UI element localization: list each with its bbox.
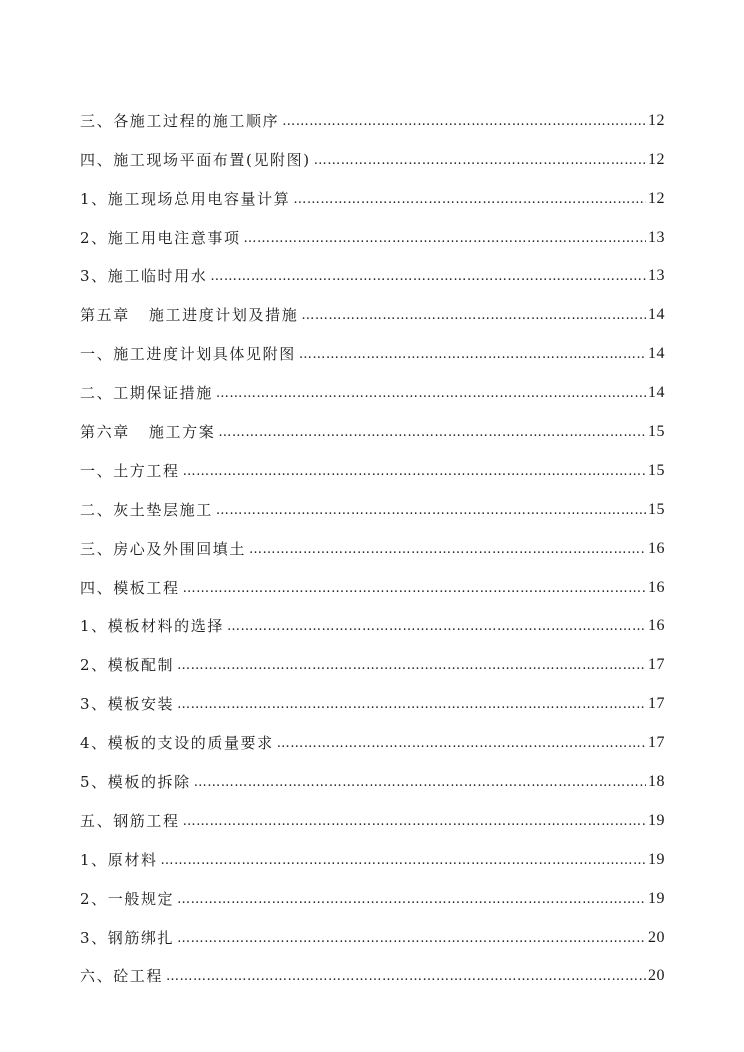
toc-dot-leader (282, 115, 646, 128)
toc-entry[interactable] (80, 207, 665, 246)
toc-entry-title: 第六章 施工方案 (80, 423, 216, 442)
toc-entry[interactable] (80, 907, 665, 946)
toc-entry-title: 4、模板的支设的质量要求 (80, 734, 274, 753)
toc-dot-leader (183, 582, 646, 595)
toc-entry-title: 二、工期保证措施 (80, 384, 213, 403)
toc-entry-page: 16 (648, 539, 665, 557)
toc-entry-title: 3、施工临时用水 (80, 267, 208, 286)
toc-dot-leader (166, 970, 646, 983)
toc-dot-leader (299, 348, 646, 361)
toc-chapter-entry[interactable] (80, 401, 665, 440)
toc-entry-title: 第五章 施工进度计划及措施 (80, 306, 299, 325)
toc-entry-page: 13 (648, 267, 665, 285)
toc-entry-page: 13 (648, 228, 665, 246)
toc-entry-title: 五、钢筋工程 (80, 811, 180, 830)
toc-entry[interactable] (80, 946, 665, 985)
toc-entry-page: 15 (648, 423, 665, 441)
toc-dot-leader (277, 737, 646, 750)
toc-entry-page: 17 (648, 656, 665, 674)
toc-entry[interactable] (80, 323, 665, 362)
toc-entry[interactable] (80, 673, 665, 712)
toc-entry[interactable] (80, 634, 665, 673)
toc-entry[interactable] (80, 790, 665, 829)
toc-entry-title: 2、模板配制 (80, 656, 175, 675)
toc-dot-leader (249, 543, 646, 556)
toc-entry-page: 12 (648, 150, 665, 168)
toc-entry[interactable] (80, 829, 665, 868)
toc-entry-page: 20 (648, 967, 665, 985)
toc-dot-leader (177, 659, 646, 672)
toc-dot-leader (210, 270, 646, 283)
toc-entry[interactable] (80, 440, 665, 479)
toc-entry-title: 四、模板工程 (80, 578, 180, 597)
toc-dot-leader (301, 309, 646, 322)
toc-entry[interactable] (80, 868, 665, 907)
toc-entry-title: 5、模板的拆除 (80, 773, 191, 792)
toc-dot-leader (216, 504, 646, 517)
toc-dot-leader (293, 193, 646, 206)
toc-entry-page: 15 (648, 461, 665, 479)
toc-entry[interactable] (80, 712, 665, 751)
toc-entry-page: 16 (648, 578, 665, 596)
toc-dot-leader (244, 232, 646, 245)
toc-entry-page: 18 (648, 773, 665, 791)
toc-entry-title: 1、模板材料的选择 (80, 617, 224, 636)
toc-entry-title: 2、一般规定 (80, 889, 175, 908)
toc-dot-leader (216, 387, 646, 400)
toc-dot-leader (183, 465, 646, 478)
toc-entry[interactable] (80, 129, 665, 168)
toc-entry-title: 2、施工用电注意事项 (80, 228, 241, 247)
toc-dot-leader (218, 426, 646, 439)
toc-entry-page: 17 (648, 695, 665, 713)
toc-entry-page: 15 (648, 500, 665, 518)
toc-entry-title: 二、灰土垫层施工 (80, 500, 213, 519)
toc-entry[interactable] (80, 246, 665, 285)
toc-entry-title: 一、施工进度计划具体见附图 (80, 345, 296, 364)
toc-entry[interactable] (80, 751, 665, 790)
table-of-contents (80, 90, 665, 984)
toc-entry-page: 19 (648, 811, 665, 829)
toc-dot-leader (177, 932, 646, 945)
toc-entry-page: 14 (648, 345, 665, 363)
toc-entry[interactable] (80, 557, 665, 596)
toc-entry-page: 19 (648, 889, 665, 907)
toc-entry-title: 一、土方工程 (80, 461, 180, 480)
toc-dot-leader (161, 854, 646, 867)
toc-dot-leader (177, 698, 646, 711)
toc-entry[interactable] (80, 518, 665, 557)
toc-entry-page: 12 (648, 111, 665, 129)
toc-entry[interactable] (80, 362, 665, 401)
toc-entry-title: 三、房心及外围回填土 (80, 539, 247, 558)
toc-entry-title: 3、模板安装 (80, 695, 175, 714)
toc-entry-page: 20 (648, 928, 665, 946)
toc-entry-title: 六、砼工程 (80, 967, 164, 986)
toc-dot-leader (183, 815, 646, 828)
toc-entry[interactable] (80, 90, 665, 129)
toc-entry-page: 17 (648, 734, 665, 752)
toc-chapter-entry[interactable] (80, 284, 665, 323)
toc-dot-leader (177, 893, 646, 906)
toc-entry-page: 14 (648, 384, 665, 402)
toc-entry-page: 14 (648, 306, 665, 324)
toc-entry-title: 三、各施工过程的施工顺序 (80, 111, 280, 130)
toc-entry-page: 12 (648, 189, 665, 207)
toc-entry-title: 3、钢筋绑扎 (80, 928, 175, 947)
toc-entry[interactable] (80, 479, 665, 518)
toc-dot-leader (314, 154, 646, 167)
toc-entry-title: 四、施工现场平面布置(见附图) (80, 150, 311, 169)
toc-entry[interactable] (80, 596, 665, 635)
toc-entry[interactable] (80, 168, 665, 207)
toc-entry-title: 1、原材料 (80, 850, 158, 869)
toc-dot-leader (227, 620, 646, 633)
toc-entry-title: 1、施工现场总用电容量计算 (80, 189, 291, 208)
toc-entry-page: 16 (648, 617, 665, 635)
toc-dot-leader (194, 776, 646, 789)
toc-entry-page: 19 (648, 850, 665, 868)
